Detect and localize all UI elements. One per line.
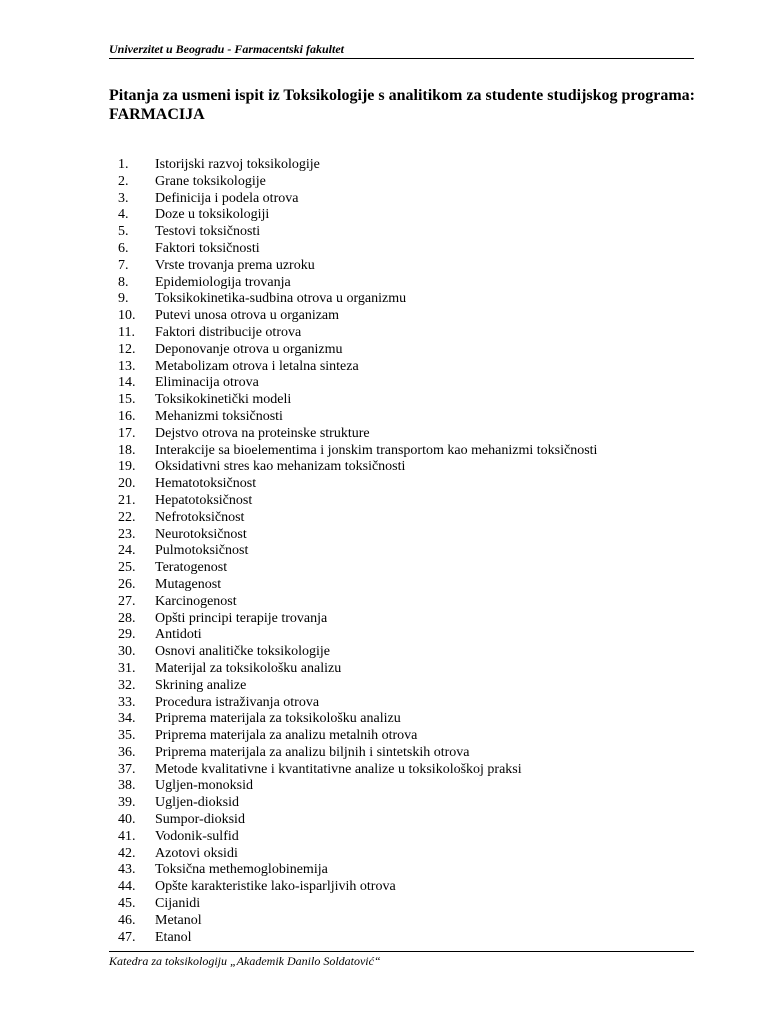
question-text: Testovi toksičnosti (155, 224, 261, 240)
question-number: 14. (118, 375, 136, 391)
question-text: Dejstvo otrova na proteinske strukture (155, 425, 370, 441)
question-number: 7. (118, 257, 129, 273)
question-text: Osnovi analitičke toksikologije (155, 644, 330, 660)
question-text: Eliminacija otrova (155, 375, 259, 391)
question-number: 5. (118, 224, 129, 240)
question-text: Vrste trovanja prema uzroku (155, 257, 315, 273)
question-text: Metanol (155, 912, 202, 928)
question-text: Mutagenost (155, 576, 222, 592)
question-text: Faktori toksičnosti (155, 240, 260, 256)
question-number: 37. (118, 761, 136, 777)
question-number: 12. (118, 341, 136, 357)
question-number: 31. (118, 660, 136, 676)
question-text: Interakcije sa bioelementima i jonskim transportom kao mehanizmi toksičnosti (155, 442, 598, 458)
question-number: 19. (118, 459, 136, 475)
department-footer-text: Katedra za toksikologiju „Akademik Danilo Soldatović“ (109, 954, 381, 968)
question-text: Opšte karakteristike lako-isparljivih otrova (155, 879, 396, 895)
question-number: 26. (118, 576, 136, 592)
question-number: 28. (118, 610, 136, 626)
question-number: 3. (118, 190, 129, 206)
question-number: 22. (118, 509, 136, 525)
question-number: 27. (118, 593, 136, 609)
question-text: Procedura istraživanja otrova (155, 694, 320, 710)
question-text: Toksikokinetika-sudbina otrova u organizmu (155, 291, 407, 307)
question-number: 16. (118, 408, 136, 424)
question-number: 46. (118, 912, 136, 928)
question-text: Hematotoksičnost (155, 476, 257, 492)
question-number: 23. (118, 526, 136, 542)
question-text: Ugljen-dioksid (155, 795, 239, 811)
question-text: Mehanizmi toksičnosti (155, 408, 283, 424)
question-text: Sumpor-dioksid (155, 812, 245, 828)
question-number: 43. (118, 862, 136, 878)
question-text: Istorijski razvoj toksikologije (155, 157, 320, 172)
question-number: 15. (118, 392, 136, 408)
question-number: 42. (118, 845, 136, 861)
question-text: Metabolizam otrova i letalna sinteza (155, 358, 359, 374)
question-number: 36. (118, 744, 136, 760)
question-text: Cijanidi (155, 896, 201, 912)
question-text: Skrining analize (155, 677, 247, 693)
question-text: Azotovi oksidi (155, 845, 238, 861)
question-number: 1. (118, 157, 129, 172)
question-number: 45. (118, 896, 136, 912)
question-text: Ugljen-monoksid (155, 778, 253, 794)
question-text: Teratogenost (155, 560, 228, 576)
question-number: 35. (118, 728, 136, 744)
page-footer (109, 951, 694, 968)
question-text: Oksidativni stres kao mehanizam toksičnosti (155, 459, 406, 475)
question-number: 29. (118, 627, 136, 643)
question-text: Doze u toksikologiji (155, 207, 270, 223)
question-text: Antidoti (155, 627, 202, 643)
question-text: Etanol (155, 929, 192, 945)
question-number: 40. (118, 812, 136, 828)
question-text: Toksična methemoglobinemija (155, 862, 328, 878)
question-text: Neurotoksičnost (155, 526, 247, 542)
university-header-text: Univerzitet u Beogradu - Farmacentski fakultet (109, 42, 345, 56)
question-number: 8. (118, 274, 129, 290)
question-number: 6. (118, 240, 129, 256)
question-text: Deponovanje otrova u organizmu (155, 341, 343, 357)
question-text: Definicija i podela otrova (155, 190, 299, 206)
question-number: 2. (118, 173, 129, 189)
question-number: 10. (118, 308, 136, 324)
question-text: Pulmotoksičnost (155, 543, 249, 559)
question-number: 9. (118, 291, 129, 307)
question-number: 25. (118, 560, 136, 576)
question-number: 33. (118, 694, 136, 710)
question-text: Hepatotoksičnost (155, 492, 253, 508)
question-number: 39. (118, 795, 136, 811)
question-number: 44. (118, 879, 136, 895)
question-text: Toksikokinetički modeli (155, 392, 292, 408)
question-number: 30. (118, 644, 136, 660)
question-text: Priprema materijala za toksikološku analizu (155, 711, 401, 727)
question-text: Priprema materijala za analizu metalnih otrova (155, 728, 418, 744)
question-text: Vodonik-sulfid (155, 828, 239, 844)
question-text: Epidemiologija trovanja (155, 274, 291, 290)
question-number: 18. (118, 442, 136, 458)
question-text: Priprema materijala za analizu biljnih i sintetskih otrova (155, 744, 470, 760)
question-text: Metode kvalitativne i kvantitativne analize u toksikološkoj praksi (155, 761, 522, 777)
question-text: Nefrotoksičnost (155, 509, 245, 525)
question-number: 21. (118, 492, 136, 508)
question-text: Materijal za toksikološku analizu (155, 660, 342, 676)
question-number: 47. (118, 929, 136, 945)
question-number: 38. (118, 778, 136, 794)
question-number: 34. (118, 711, 136, 727)
question-text: Putevi unosa otrova u organizam (155, 308, 340, 324)
question-number: 41. (118, 828, 136, 844)
question-text: Grane toksikologije (155, 173, 266, 189)
question-number: 24. (118, 543, 136, 559)
document-title: Pitanja za usmeni ispit iz Toksikologije s analitikom za studente studijskog programa: FARMACIJA (109, 87, 695, 123)
question-number: 11. (118, 324, 135, 340)
page-header (109, 42, 694, 59)
question-number: 17. (118, 425, 136, 441)
question-text: Faktori distribucije otrova (155, 324, 302, 340)
question-number: 13. (118, 358, 136, 374)
question-number: 4. (118, 207, 129, 223)
question-text: Karcinogenost (155, 593, 237, 609)
question-number: 20. (118, 476, 136, 492)
question-number: 32. (118, 677, 136, 693)
question-text: Opšti principi terapije trovanja (155, 610, 328, 626)
